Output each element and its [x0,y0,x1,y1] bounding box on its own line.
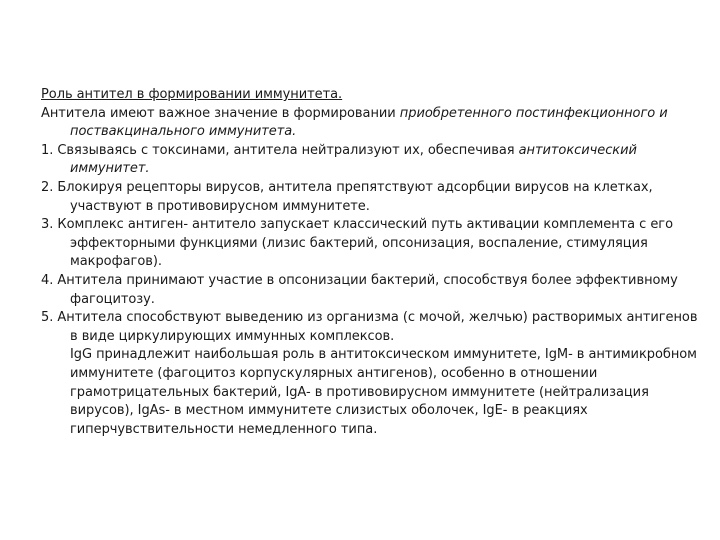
intro-emphasis: приобретенного постинфекционного и поствакцинального иммунитета. [70,105,668,140]
item-emphasis: антитоксический иммунитет. [70,142,637,177]
slide-content [41,86,701,439]
list-item [41,179,701,216]
item-text: 5. Антитела способствуют выведению из организма (с мочой, желчью) растворимых антигенов в виде циркулирующих иммунных комплексов. [41,310,698,344]
list-item [41,272,701,309]
list-item [41,142,701,179]
intro-paragraph [41,105,701,142]
intro-text: Антитела имеют важное значение в формировании [41,105,400,121]
item-text: 2. Блокируя рецепторы вирусов, антитела препятствуют адсорбции вирусов на клетках, участвуют в противовирусном иммунитете. [41,179,653,214]
item-text: 1. Связываясь с токсинами, антитела нейтрализуют их, обеспечивая [41,142,519,158]
closing-paragraph [41,346,701,439]
list-item [41,216,701,272]
item-text: 4. Антитела принимают участие в опсонизации бактерий, способствуя более эффективному фагоцитозу. [41,272,678,307]
item-text: 3. Комплекс антиген- антитело запускает классический путь активации комплемента с его эффекторными функциями (лизис бактерий, опсонизация, воспаление, стимуляция макрофагов). [41,217,673,270]
list-item [41,309,701,346]
slide-title: Роль антител в формировании иммунитета. [41,87,343,102]
closing-text: IgG принадлежит наибольшая роль в антитоксическом иммунитете, IgM- в антимикробном иммунитете (фагоцитоз корпускулярных антигенов), особенно в отношении грамотрицательных бактерий, IgA- в противовирусном иммунитете (нейтрализация вирусов), IgAs- в местном иммунитете слизистых оболочек, IgE- в реакциях гиперчувствительности немедленного типа. [70,347,697,437]
